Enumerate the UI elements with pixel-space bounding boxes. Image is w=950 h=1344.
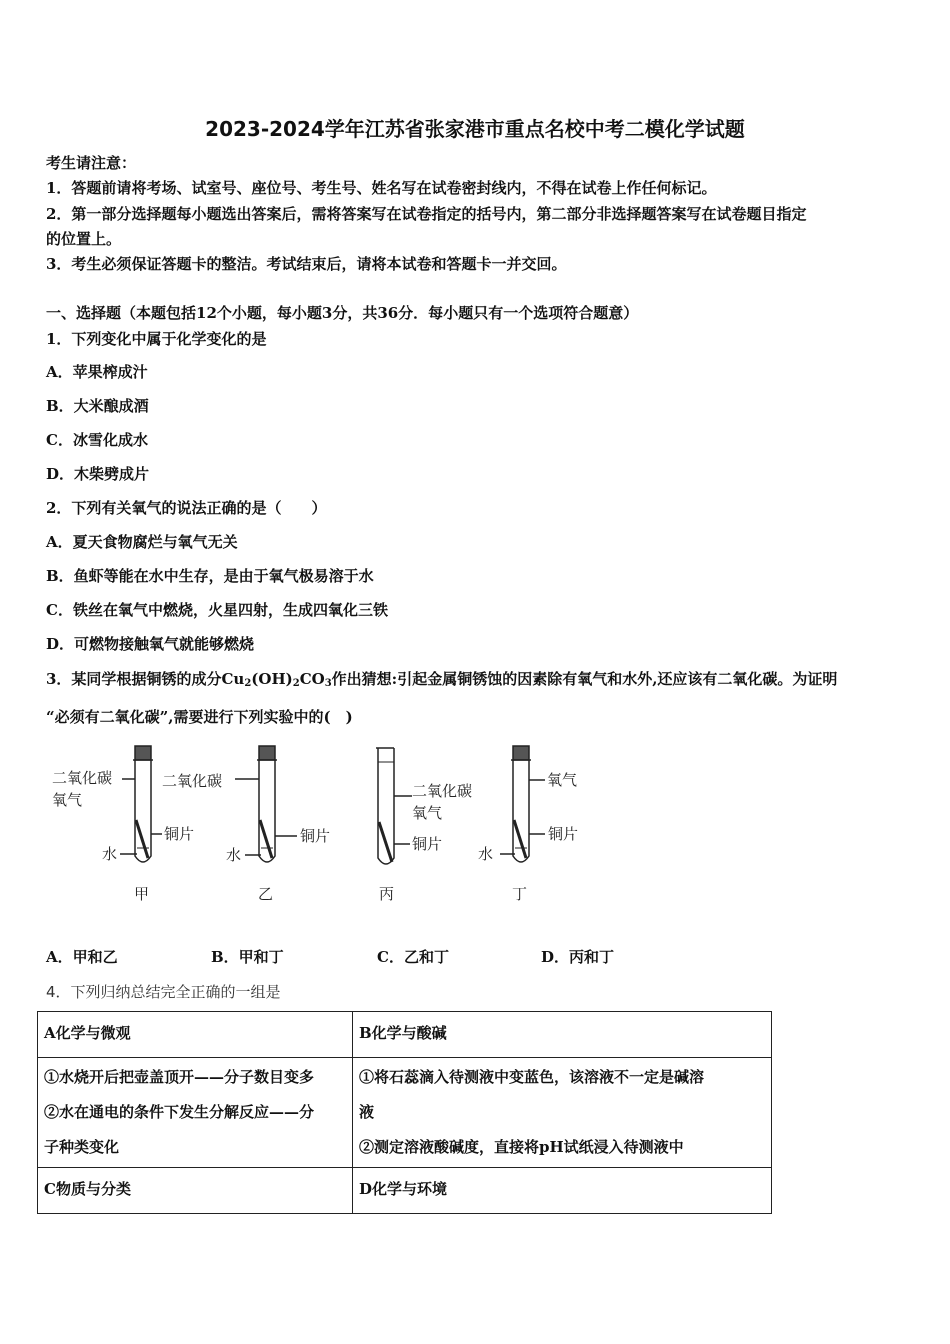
label-ding-copper: 铜片 <box>548 825 579 843</box>
label-yi-copper: 铜片 <box>300 827 331 845</box>
tube-label-jia: 甲 <box>134 885 150 903</box>
q1-option-a[interactable]: A．苹果榨成汁 <box>46 363 148 381</box>
q4-table <box>37 1011 772 1214</box>
label-jia-o2: 氧气 <box>52 791 83 809</box>
section-heading: 一、选择题（本题包括12个小题，每小题3分，共36分．每小题只有一个选项符合题意） <box>46 304 639 322</box>
label-jia-copper: 铜片 <box>164 825 195 843</box>
notice-item-3: 3．考生必须保证答题卡的整洁。考试结束后，请将本试卷和答题卡一并交回。 <box>46 255 567 273</box>
tube-jia <box>120 746 162 862</box>
label-ding-o2: 氧气 <box>547 771 578 789</box>
q2-option-b[interactable]: B．鱼虾等能在水中生存，是由于氧气极易溶于水 <box>46 567 374 585</box>
notice-item-1: 1．答题前请将考场、试室号、座位号、考生号、姓名写在试卷密封线内，不得在试卷上作任何标记。 <box>46 179 717 197</box>
tube-label-ding: 丁 <box>512 885 528 903</box>
label-jia-water: 水 <box>102 845 118 863</box>
tube-label-bing: 丙 <box>379 885 395 903</box>
formula-copper-rust: $Cu_2(OH)_2CO_3$ <box>221 670 332 689</box>
q2-option-c[interactable]: C．铁丝在氧气中燃烧，火星四射，生成四氧化三铁 <box>46 601 388 619</box>
q1-option-d[interactable]: D．木柴劈成片 <box>46 465 150 483</box>
notice-item-2-cont: 的位置上。 <box>46 230 122 248</box>
q3-option-d[interactable]: D．丙和丁 <box>541 948 615 966</box>
cell-d-head: D化学与环境 <box>353 1168 772 1214</box>
q1-stem: 1．下列变化中属于化学变化的是 <box>46 330 267 348</box>
label-ding-water: 水 <box>478 845 494 863</box>
tube-ding <box>500 746 545 862</box>
q2-stem: 2．下列有关氧气的说法正确的是（ ） <box>46 499 327 517</box>
q4-stem: 4．下列归纳总结完全正确的一组是 <box>46 983 281 1001</box>
q2-option-a[interactable]: A．夏天食物腐烂与氧气无关 <box>46 533 238 551</box>
q1-option-c[interactable]: C．冰雪化成水 <box>46 431 148 449</box>
q3-option-c[interactable]: C．乙和丁 <box>377 948 449 966</box>
cell-a-body: ①水烧开后把壶盖顶开——分子数目变多 ②水在通电的条件下发生分解反应——分 子种类变化 <box>38 1058 353 1168</box>
cell-a-head: A化学与微观 <box>38 1012 353 1058</box>
q2-option-d[interactable]: D．可燃物接触氧气就能够燃烧 <box>46 635 255 653</box>
cell-b-body: ①将石蕊滴入待测液中变蓝色，该溶液不一定是碱溶 液 ②测定溶液酸碱度，直接将pH试纸浸入待测液中 <box>353 1058 772 1168</box>
notice-item-2: 2．第一部分选择题每小题选出答案后，需将答案写在试卷指定的括号内，第二部分非选择题答案写在试卷题目指定 <box>46 205 807 223</box>
q3-stem-line2: “必须有二氧化碳”,需要进行下列实验中的( ) <box>46 708 353 726</box>
label-yi-co2: 二氧化碳 <box>162 772 223 790</box>
tube-label-yi: 乙 <box>258 885 274 903</box>
q1-option-b[interactable]: B．大米酿成酒 <box>46 397 149 415</box>
stopper-icon <box>135 746 151 760</box>
q3-option-a[interactable]: A．甲和乙 <box>46 948 118 966</box>
cell-b-head: B化学与酸碱 <box>353 1012 772 1058</box>
page-title: 2023-2024学年江苏省张家港市重点名校中考二模化学试题 <box>205 117 745 141</box>
label-jia-co2: 二氧化碳 <box>52 769 113 787</box>
test-tube-figure <box>40 738 620 913</box>
tube-yi <box>235 746 297 862</box>
label-bing-co2: 二氧化碳 <box>412 782 473 800</box>
label-bing-o2: 氧气 <box>412 804 443 822</box>
label-yi-water: 水 <box>226 846 242 864</box>
q3-stem: 3．某同学根据铜锈的成分$Cu_2(OH)_2CO_3$作出猜想:引起金属铜锈蚀的因素除有氧气和水外,还应该有二氧化碳。为证明 <box>46 670 838 689</box>
label-bing-copper: 铜片 <box>412 835 443 853</box>
cell-c-head: C物质与分类 <box>38 1168 353 1214</box>
notice-heading: 考生请注意： <box>46 154 137 172</box>
q3-option-b[interactable]: B．甲和丁 <box>211 948 284 966</box>
tube-bing <box>376 748 412 864</box>
